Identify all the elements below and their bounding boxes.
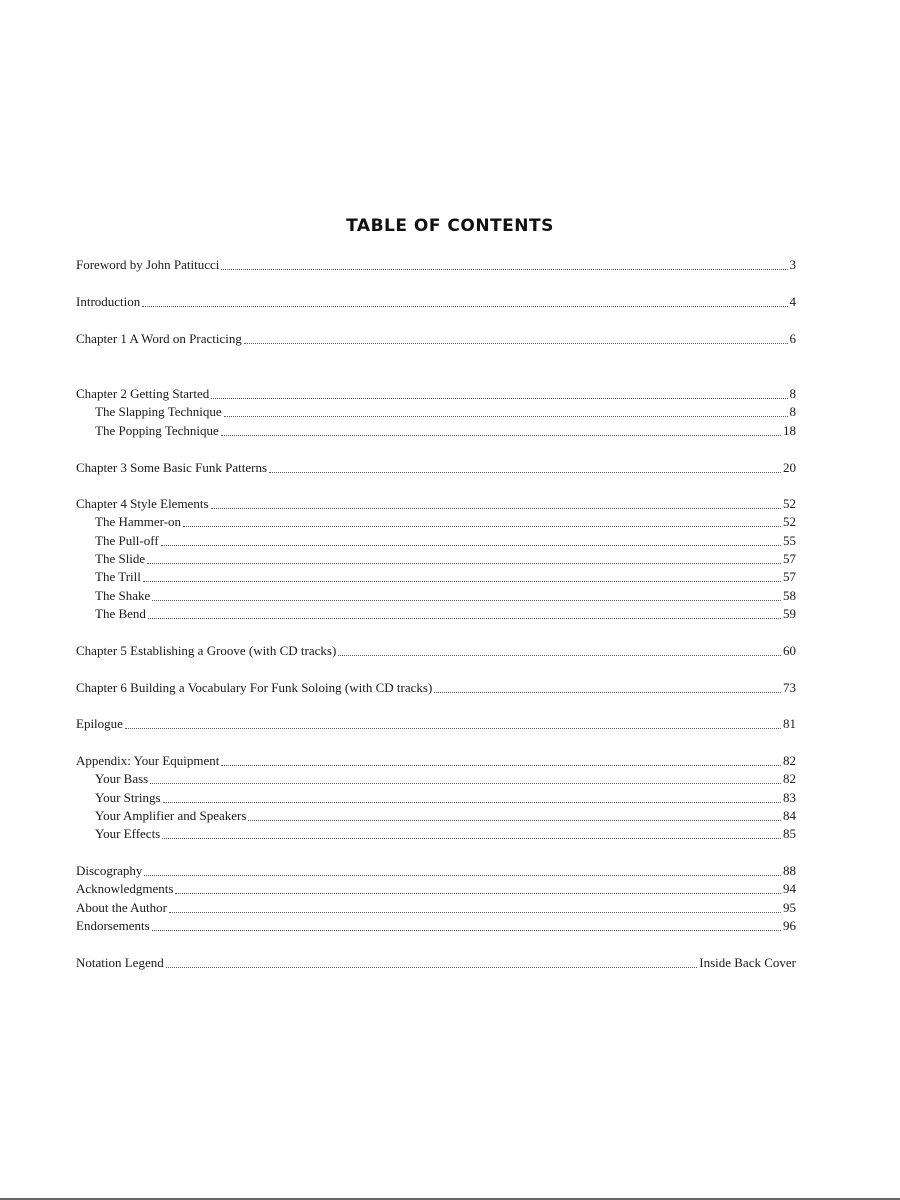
dot-leader bbox=[175, 893, 781, 894]
dot-leader bbox=[152, 930, 781, 931]
dot-leader bbox=[166, 967, 698, 968]
toc-entry bbox=[76, 715, 796, 733]
toc-entry-page: 18 bbox=[783, 423, 796, 438]
toc-entry-title: Notation Legend bbox=[76, 955, 164, 970]
toc-entry-title: The Shake bbox=[95, 588, 151, 603]
toc-entry-title: Your Strings bbox=[95, 790, 161, 805]
toc-entry-title: Chapter 4 Style Elements bbox=[76, 496, 209, 511]
toc-entry bbox=[76, 256, 796, 274]
dot-leader bbox=[142, 306, 787, 307]
toc-entry bbox=[76, 679, 796, 697]
toc-entry bbox=[76, 954, 796, 972]
toc-entry-title: Endorsements bbox=[76, 918, 150, 933]
toc-entry-title: Chapter 1 A Word on Practicing bbox=[76, 331, 242, 346]
toc-entry-page: 52 bbox=[783, 496, 796, 511]
toc-entry-title: About the Author bbox=[76, 900, 167, 915]
toc-entry-page: Inside Back Cover bbox=[699, 955, 796, 970]
toc-entry-title: The Trill bbox=[95, 569, 141, 584]
toc-entry-title: The Bend bbox=[95, 606, 146, 621]
dot-leader bbox=[144, 875, 781, 876]
dot-leader bbox=[338, 655, 781, 656]
toc-entry bbox=[76, 789, 796, 807]
toc-entry-page: 57 bbox=[783, 551, 796, 566]
toc-entry bbox=[76, 770, 796, 788]
toc-entry-title: Foreword by John Patitucci bbox=[76, 257, 220, 272]
dot-leader bbox=[162, 838, 781, 839]
toc-entry-page: 60 bbox=[783, 643, 796, 658]
dot-leader bbox=[152, 600, 781, 601]
toc-entry-page: 81 bbox=[783, 716, 796, 731]
toc-entry-title: Acknowledgments bbox=[76, 881, 174, 896]
toc-entry bbox=[76, 825, 796, 843]
toc-entry-title: Introduction bbox=[76, 294, 141, 309]
toc-entry-page: 85 bbox=[783, 826, 796, 841]
toc-entry bbox=[76, 532, 796, 550]
toc-entry-page: 82 bbox=[783, 753, 796, 768]
toc-entry-title: Chapter 6 Building a Vocabulary For Funk Soloing (with CD tracks) bbox=[76, 680, 433, 695]
toc-entry-page: 52 bbox=[783, 514, 796, 529]
dot-leader bbox=[221, 269, 787, 270]
dot-leader bbox=[163, 802, 781, 803]
dot-leader bbox=[221, 435, 781, 436]
toc-entry-page: 58 bbox=[783, 588, 796, 603]
toc-entry bbox=[76, 422, 796, 440]
toc-entry-title: Appendix: Your Equipment bbox=[76, 753, 220, 768]
dot-leader bbox=[183, 526, 781, 527]
toc-entry-page: 59 bbox=[783, 606, 796, 621]
toc-entry-title: Epilogue bbox=[76, 716, 123, 731]
toc-entry-page: 94 bbox=[783, 881, 796, 896]
toc-entry-page: 55 bbox=[783, 533, 796, 548]
toc-entry bbox=[76, 403, 796, 421]
dot-leader bbox=[143, 581, 781, 582]
toc-entry bbox=[76, 495, 796, 513]
toc-entry bbox=[76, 605, 796, 623]
toc-entry-title: Chapter 3 Some Basic Funk Patterns bbox=[76, 460, 268, 475]
dot-leader bbox=[169, 912, 781, 913]
toc-entry-page: 88 bbox=[783, 863, 796, 878]
toc-entry bbox=[76, 752, 796, 770]
toc-entry-page: 57 bbox=[783, 569, 796, 584]
toc-entry-page: 8 bbox=[789, 404, 796, 419]
toc-entry-title: Your Effects bbox=[95, 826, 161, 841]
dot-leader bbox=[269, 472, 781, 473]
dot-leader bbox=[211, 398, 787, 399]
toc-entry-title: Your Amplifier and Speakers bbox=[95, 808, 247, 823]
toc-entry-title: Your Bass bbox=[95, 771, 149, 786]
toc-entry-page: 6 bbox=[789, 331, 796, 346]
dot-leader bbox=[224, 416, 788, 417]
toc-entry-title: Chapter 2 Getting Started bbox=[76, 386, 210, 401]
toc-entry bbox=[76, 880, 796, 898]
toc-entry-page: 4 bbox=[789, 294, 796, 309]
toc-entry-title: The Hammer-on bbox=[95, 514, 182, 529]
toc-entry-title: The Slide bbox=[95, 551, 146, 566]
dot-leader bbox=[244, 343, 788, 344]
toc-entry bbox=[76, 917, 796, 935]
dot-leader bbox=[125, 728, 781, 729]
toc-entry-page: 83 bbox=[783, 790, 796, 805]
toc-entry bbox=[76, 642, 796, 660]
toc-entry bbox=[76, 385, 796, 403]
toc-entry bbox=[76, 330, 796, 348]
toc-entry-page: 73 bbox=[783, 680, 796, 695]
toc-entry-title: Chapter 5 Establishing a Groove (with CD tracks) bbox=[76, 643, 337, 658]
toc-entry-page: 84 bbox=[783, 808, 796, 823]
dot-leader bbox=[161, 545, 781, 546]
dot-leader bbox=[221, 765, 781, 766]
toc-entry bbox=[76, 568, 796, 586]
toc-entry bbox=[76, 293, 796, 311]
toc-entry bbox=[76, 513, 796, 531]
toc-entry-page: 20 bbox=[783, 460, 796, 475]
toc-entry bbox=[76, 862, 796, 880]
dot-leader bbox=[148, 618, 781, 619]
toc-entry-page: 96 bbox=[783, 918, 796, 933]
toc-entry-page: 8 bbox=[789, 386, 796, 401]
toc-entry-page: 3 bbox=[789, 257, 796, 272]
toc-entry-title: The Pull-off bbox=[95, 533, 159, 548]
dot-leader bbox=[211, 508, 781, 509]
dot-leader bbox=[147, 563, 781, 564]
dot-leader bbox=[150, 783, 781, 784]
toc-entry-title: Discography bbox=[76, 863, 143, 878]
toc-entry-title: The Slapping Technique bbox=[95, 404, 222, 419]
toc-entry-page: 82 bbox=[783, 771, 796, 786]
toc-entry-title: The Popping Technique bbox=[95, 423, 219, 438]
dot-leader bbox=[248, 820, 781, 821]
toc-entry bbox=[76, 550, 796, 568]
toc-entry bbox=[76, 899, 796, 917]
toc-entry-page: 95 bbox=[783, 900, 796, 915]
toc-entry bbox=[76, 587, 796, 605]
toc-entry bbox=[76, 807, 796, 825]
toc-entry bbox=[76, 459, 796, 477]
page-title: TABLE OF CONTENTS bbox=[346, 216, 554, 236]
dot-leader bbox=[434, 692, 781, 693]
